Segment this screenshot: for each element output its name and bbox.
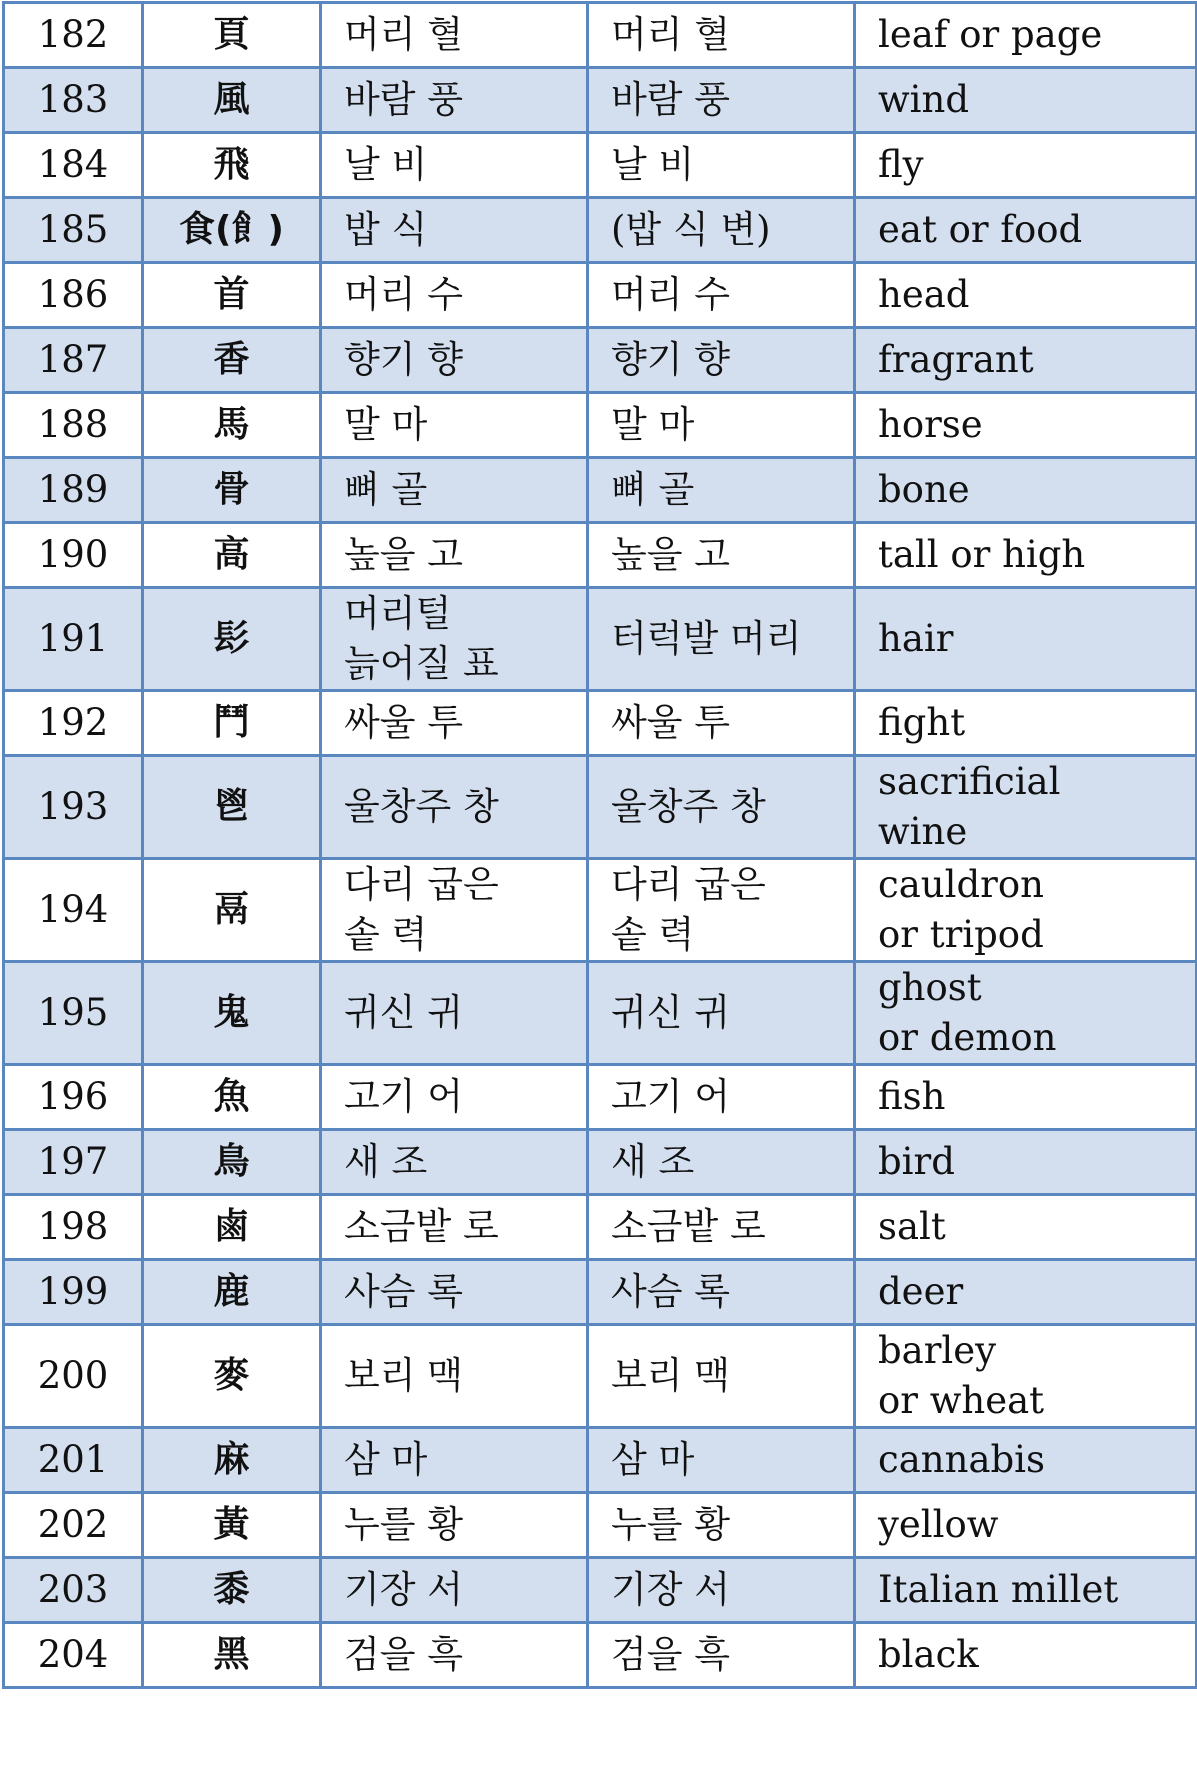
korean-alt-name-cell xyxy=(588,133,855,198)
english-meaning: sacrificial wine xyxy=(878,760,1061,853)
radical-number-cell xyxy=(4,1558,143,1623)
table-row xyxy=(4,1623,1197,1688)
table-row xyxy=(4,393,1197,458)
korean-alt-name: 터럭발 머리 xyxy=(611,617,802,660)
table-row xyxy=(4,3,1197,68)
english-meaning-cell xyxy=(855,133,1197,198)
radical-character-cell xyxy=(143,3,321,68)
radical-number: 192 xyxy=(37,701,109,744)
english-meaning: bird xyxy=(878,1140,955,1183)
korean-alt-name-cell xyxy=(588,393,855,458)
korean-name: 밥 식 xyxy=(344,208,428,251)
english-meaning: leaf or page xyxy=(878,13,1103,56)
korean-alt-name: 새 조 xyxy=(611,1140,695,1183)
korean-alt-name: 기장 서 xyxy=(611,1568,730,1611)
english-meaning: fight xyxy=(878,701,966,744)
korean-name: 바람 풍 xyxy=(344,78,463,121)
korean-name-cell xyxy=(321,691,588,756)
radical-table xyxy=(2,1,1197,1689)
radical-character-cell xyxy=(143,133,321,198)
radical-number: 193 xyxy=(37,785,109,828)
radical-number-cell xyxy=(4,458,143,523)
radical-number-cell xyxy=(4,1623,143,1688)
radical-number-cell xyxy=(4,691,143,756)
korean-alt-name: 귀신 귀 xyxy=(611,991,730,1034)
radical-character: 麻 xyxy=(213,1439,250,1480)
table-row xyxy=(4,1260,1197,1325)
korean-name-cell xyxy=(321,68,588,133)
korean-name-cell xyxy=(321,859,588,962)
korean-name-cell xyxy=(321,133,588,198)
korean-alt-name-cell xyxy=(588,1493,855,1558)
korean-alt-name-cell xyxy=(588,68,855,133)
radical-character: 首 xyxy=(213,274,250,315)
radical-number: 190 xyxy=(37,533,109,576)
english-meaning-cell xyxy=(855,1195,1197,1260)
radical-character-cell xyxy=(143,1325,321,1428)
english-meaning: fish xyxy=(878,1075,946,1118)
radical-character: 飛 xyxy=(213,144,250,185)
korean-name-cell xyxy=(321,328,588,393)
english-meaning: cannabis xyxy=(878,1438,1046,1481)
english-meaning: bone xyxy=(878,468,970,511)
english-meaning-cell xyxy=(855,1325,1197,1428)
korean-name: 싸울 투 xyxy=(344,701,463,744)
english-meaning-cell xyxy=(855,393,1197,458)
radical-number: 187 xyxy=(37,338,109,381)
radical-number: 204 xyxy=(37,1633,109,1676)
korean-alt-name: 삼 마 xyxy=(611,1438,695,1481)
korean-name-cell xyxy=(321,1065,588,1130)
korean-name: 향기 향 xyxy=(344,338,463,381)
radical-number: 198 xyxy=(37,1205,109,1248)
radical-number: 185 xyxy=(37,208,109,251)
korean-alt-name-cell xyxy=(588,198,855,263)
korean-name-cell xyxy=(321,962,588,1065)
korean-name: 사슴 록 xyxy=(344,1270,463,1313)
radical-number-cell xyxy=(4,198,143,263)
korean-name: 소금밭 로 xyxy=(344,1205,499,1248)
radical-character: 馬 xyxy=(213,404,250,445)
korean-name: 귀신 귀 xyxy=(344,991,463,1034)
radical-character: 黃 xyxy=(213,1504,250,1545)
radical-number: 183 xyxy=(37,78,109,121)
table-row xyxy=(4,1195,1197,1260)
english-meaning-cell xyxy=(855,1065,1197,1130)
radical-character: 鬯 xyxy=(213,786,250,827)
korean-name: 기장 서 xyxy=(344,1568,463,1611)
radical-number-cell xyxy=(4,523,143,588)
radical-character-cell xyxy=(143,263,321,328)
korean-alt-name-cell xyxy=(588,588,855,691)
radical-character: 頁 xyxy=(213,14,250,55)
korean-alt-name-cell xyxy=(588,756,855,859)
korean-alt-name: 바람 풍 xyxy=(611,78,730,121)
radical-character: 鹿 xyxy=(213,1271,250,1312)
korean-name: 높을 고 xyxy=(344,533,463,576)
radical-number: 186 xyxy=(37,273,109,316)
radical-character: 鬥 xyxy=(213,702,250,743)
english-meaning: black xyxy=(878,1633,979,1676)
radical-character-cell xyxy=(143,1130,321,1195)
korean-name-cell xyxy=(321,1195,588,1260)
radical-character-cell xyxy=(143,756,321,859)
korean-alt-name-cell xyxy=(588,1428,855,1493)
korean-alt-name-cell xyxy=(588,1325,855,1428)
english-meaning-cell xyxy=(855,198,1197,263)
table-row xyxy=(4,198,1197,263)
korean-name-cell xyxy=(321,1428,588,1493)
radical-character: 食(飠) xyxy=(179,209,284,250)
korean-alt-name: 검을 흑 xyxy=(611,1633,730,1676)
radical-character: 風 xyxy=(213,79,250,120)
korean-alt-name: 머리 혈 xyxy=(611,13,730,56)
radical-number-cell xyxy=(4,588,143,691)
korean-alt-name: 보리 맥 xyxy=(611,1354,730,1397)
table-row xyxy=(4,263,1197,328)
radical-number: 189 xyxy=(37,468,109,511)
korean-name: 새 조 xyxy=(344,1140,428,1183)
radical-number-cell xyxy=(4,328,143,393)
korean-name-cell xyxy=(321,588,588,691)
korean-alt-name-cell xyxy=(588,263,855,328)
korean-alt-name-cell xyxy=(588,859,855,962)
radical-number: 194 xyxy=(37,888,109,931)
korean-alt-name: 다리 굽은 솥 력 xyxy=(611,863,766,956)
korean-alt-name: 머리 수 xyxy=(611,273,730,316)
radical-number: 182 xyxy=(37,13,109,56)
radical-character-cell xyxy=(143,588,321,691)
radical-character: 鬲 xyxy=(213,889,250,930)
korean-alt-name-cell xyxy=(588,962,855,1065)
table-row xyxy=(4,523,1197,588)
table-row xyxy=(4,328,1197,393)
korean-alt-name-cell xyxy=(588,1130,855,1195)
korean-alt-name: 울창주 창 xyxy=(611,785,766,828)
radical-character-cell xyxy=(143,393,321,458)
korean-name: 고기 어 xyxy=(344,1075,463,1118)
english-meaning-cell xyxy=(855,1130,1197,1195)
radical-character-cell xyxy=(143,1493,321,1558)
radical-number: 196 xyxy=(37,1075,109,1118)
radical-character: 鳥 xyxy=(213,1141,250,1182)
english-meaning: cauldron or tripod xyxy=(878,863,1044,956)
table-row xyxy=(4,859,1197,962)
english-meaning: horse xyxy=(878,403,983,446)
korean-name: 날 비 xyxy=(344,143,428,186)
radical-number-cell xyxy=(4,263,143,328)
radical-table-body xyxy=(4,3,1197,1688)
english-meaning: hair xyxy=(878,617,954,660)
english-meaning: yellow xyxy=(878,1503,999,1546)
korean-name: 머리털 늙어질 표 xyxy=(344,592,499,685)
radical-number: 197 xyxy=(37,1140,109,1183)
table-row xyxy=(4,588,1197,691)
korean-name-cell xyxy=(321,3,588,68)
korean-name: 말 마 xyxy=(344,403,428,446)
english-meaning-cell xyxy=(855,3,1197,68)
radical-number-cell xyxy=(4,859,143,962)
radical-number: 201 xyxy=(37,1438,109,1481)
korean-name-cell xyxy=(321,756,588,859)
korean-alt-name: 싸울 투 xyxy=(611,701,730,744)
radical-character: 黍 xyxy=(213,1569,250,1610)
radical-character-cell xyxy=(143,328,321,393)
english-meaning-cell xyxy=(855,962,1197,1065)
english-meaning-cell xyxy=(855,588,1197,691)
table-row xyxy=(4,1428,1197,1493)
korean-name: 삼 마 xyxy=(344,1438,428,1481)
english-meaning-cell xyxy=(855,68,1197,133)
korean-alt-name-cell xyxy=(588,1260,855,1325)
korean-alt-name: 소금밭 로 xyxy=(611,1205,766,1248)
radical-number-cell xyxy=(4,1428,143,1493)
radical-character-cell xyxy=(143,198,321,263)
korean-alt-name-cell xyxy=(588,1558,855,1623)
korean-alt-name: (밥 식 변) xyxy=(611,208,771,251)
radical-number: 188 xyxy=(37,403,109,446)
korean-name-cell xyxy=(321,198,588,263)
korean-name: 검을 흑 xyxy=(344,1633,463,1676)
table-row xyxy=(4,1558,1197,1623)
table-row xyxy=(4,962,1197,1065)
korean-name-cell xyxy=(321,1623,588,1688)
korean-alt-name-cell xyxy=(588,458,855,523)
table-row xyxy=(4,756,1197,859)
korean-name-cell xyxy=(321,393,588,458)
table-row xyxy=(4,133,1197,198)
table-row xyxy=(4,1065,1197,1130)
korean-alt-name-cell xyxy=(588,1623,855,1688)
radical-number: 202 xyxy=(37,1503,109,1546)
radical-character: 麥 xyxy=(213,1355,250,1396)
radical-number-cell xyxy=(4,756,143,859)
radical-character-cell xyxy=(143,1065,321,1130)
korean-name-cell xyxy=(321,458,588,523)
radical-number-cell xyxy=(4,1065,143,1130)
korean-name: 보리 맥 xyxy=(344,1354,463,1397)
radical-number: 184 xyxy=(37,143,109,186)
korean-alt-name-cell xyxy=(588,691,855,756)
korean-alt-name: 고기 어 xyxy=(611,1075,730,1118)
english-meaning: Italian millet xyxy=(878,1568,1119,1611)
korean-alt-name-cell xyxy=(588,523,855,588)
radical-character: 黑 xyxy=(213,1634,250,1675)
radical-character-cell xyxy=(143,458,321,523)
radical-number: 191 xyxy=(37,617,109,660)
korean-alt-name: 높을 고 xyxy=(611,533,730,576)
table-row xyxy=(4,68,1197,133)
korean-alt-name: 사슴 록 xyxy=(611,1270,730,1313)
radical-character: 鹵 xyxy=(213,1206,250,1247)
radical-character-cell xyxy=(143,962,321,1065)
korean-alt-name: 말 마 xyxy=(611,403,695,446)
korean-name-cell xyxy=(321,1325,588,1428)
english-meaning: salt xyxy=(878,1205,946,1248)
radical-character: 魚 xyxy=(213,1076,250,1117)
korean-name-cell xyxy=(321,263,588,328)
radical-character-cell xyxy=(143,68,321,133)
english-meaning-cell xyxy=(855,1493,1197,1558)
english-meaning-cell xyxy=(855,1428,1197,1493)
korean-name-cell xyxy=(321,1558,588,1623)
korean-alt-name: 향기 향 xyxy=(611,338,730,381)
korean-name: 머리 수 xyxy=(344,273,463,316)
radical-character-cell xyxy=(143,523,321,588)
korean-name-cell xyxy=(321,523,588,588)
english-meaning-cell xyxy=(855,859,1197,962)
radical-character: 骨 xyxy=(213,469,250,510)
english-meaning-cell xyxy=(855,263,1197,328)
table-row xyxy=(4,1130,1197,1195)
english-meaning: eat or food xyxy=(878,208,1083,251)
radical-number: 203 xyxy=(37,1568,109,1611)
korean-alt-name: 뼈 골 xyxy=(611,468,695,511)
radical-character-cell xyxy=(143,1195,321,1260)
radical-number-cell xyxy=(4,133,143,198)
korean-name: 다리 굽은 솥 력 xyxy=(344,863,499,956)
radical-character: 髟 xyxy=(213,618,250,659)
korean-name: 울창주 창 xyxy=(344,785,499,828)
radical-character-cell xyxy=(143,859,321,962)
korean-name-cell xyxy=(321,1130,588,1195)
korean-name-cell xyxy=(321,1493,588,1558)
radical-character-cell xyxy=(143,691,321,756)
radical-character-cell xyxy=(143,1428,321,1493)
korean-name-cell xyxy=(321,1260,588,1325)
korean-alt-name-cell xyxy=(588,3,855,68)
radical-number-cell xyxy=(4,1325,143,1428)
english-meaning-cell xyxy=(855,1558,1197,1623)
table-row xyxy=(4,691,1197,756)
english-meaning: head xyxy=(878,273,970,316)
radical-number-cell xyxy=(4,393,143,458)
english-meaning-cell xyxy=(855,523,1197,588)
radical-number-cell xyxy=(4,1260,143,1325)
korean-alt-name-cell xyxy=(588,328,855,393)
radical-number: 195 xyxy=(37,991,109,1034)
radical-number: 199 xyxy=(37,1270,109,1313)
radical-number-cell xyxy=(4,962,143,1065)
radical-character-cell xyxy=(143,1260,321,1325)
table-row xyxy=(4,458,1197,523)
radical-number-cell xyxy=(4,1130,143,1195)
english-meaning: fly xyxy=(878,143,924,186)
radical-number-cell xyxy=(4,68,143,133)
table-row xyxy=(4,1325,1197,1428)
english-meaning: wind xyxy=(878,78,970,121)
english-meaning-cell xyxy=(855,1623,1197,1688)
english-meaning: deer xyxy=(878,1270,964,1313)
english-meaning: barley or wheat xyxy=(878,1329,1045,1422)
korean-alt-name: 날 비 xyxy=(611,143,695,186)
radical-character-cell xyxy=(143,1623,321,1688)
korean-name: 누를 황 xyxy=(344,1503,463,1546)
korean-alt-name: 누를 황 xyxy=(611,1503,730,1546)
english-meaning-cell xyxy=(855,458,1197,523)
radical-number-cell xyxy=(4,1493,143,1558)
korean-alt-name-cell xyxy=(588,1195,855,1260)
korean-alt-name-cell xyxy=(588,1065,855,1130)
radical-number-cell xyxy=(4,1195,143,1260)
english-meaning-cell xyxy=(855,691,1197,756)
korean-name: 머리 혈 xyxy=(344,13,463,56)
radical-number-cell xyxy=(4,3,143,68)
english-meaning: tall or high xyxy=(878,533,1086,576)
radical-character: 香 xyxy=(213,339,250,380)
english-meaning-cell xyxy=(855,756,1197,859)
english-meaning: fragrant xyxy=(878,338,1034,381)
english-meaning-cell xyxy=(855,328,1197,393)
english-meaning-cell xyxy=(855,1260,1197,1325)
radical-character: 鬼 xyxy=(213,992,250,1033)
table-row xyxy=(4,1493,1197,1558)
radical-number: 200 xyxy=(37,1354,109,1397)
korean-name: 뼈 골 xyxy=(344,468,428,511)
radical-character: 高 xyxy=(213,534,250,575)
english-meaning: ghost or demon xyxy=(878,966,1057,1059)
radical-character-cell xyxy=(143,1558,321,1623)
